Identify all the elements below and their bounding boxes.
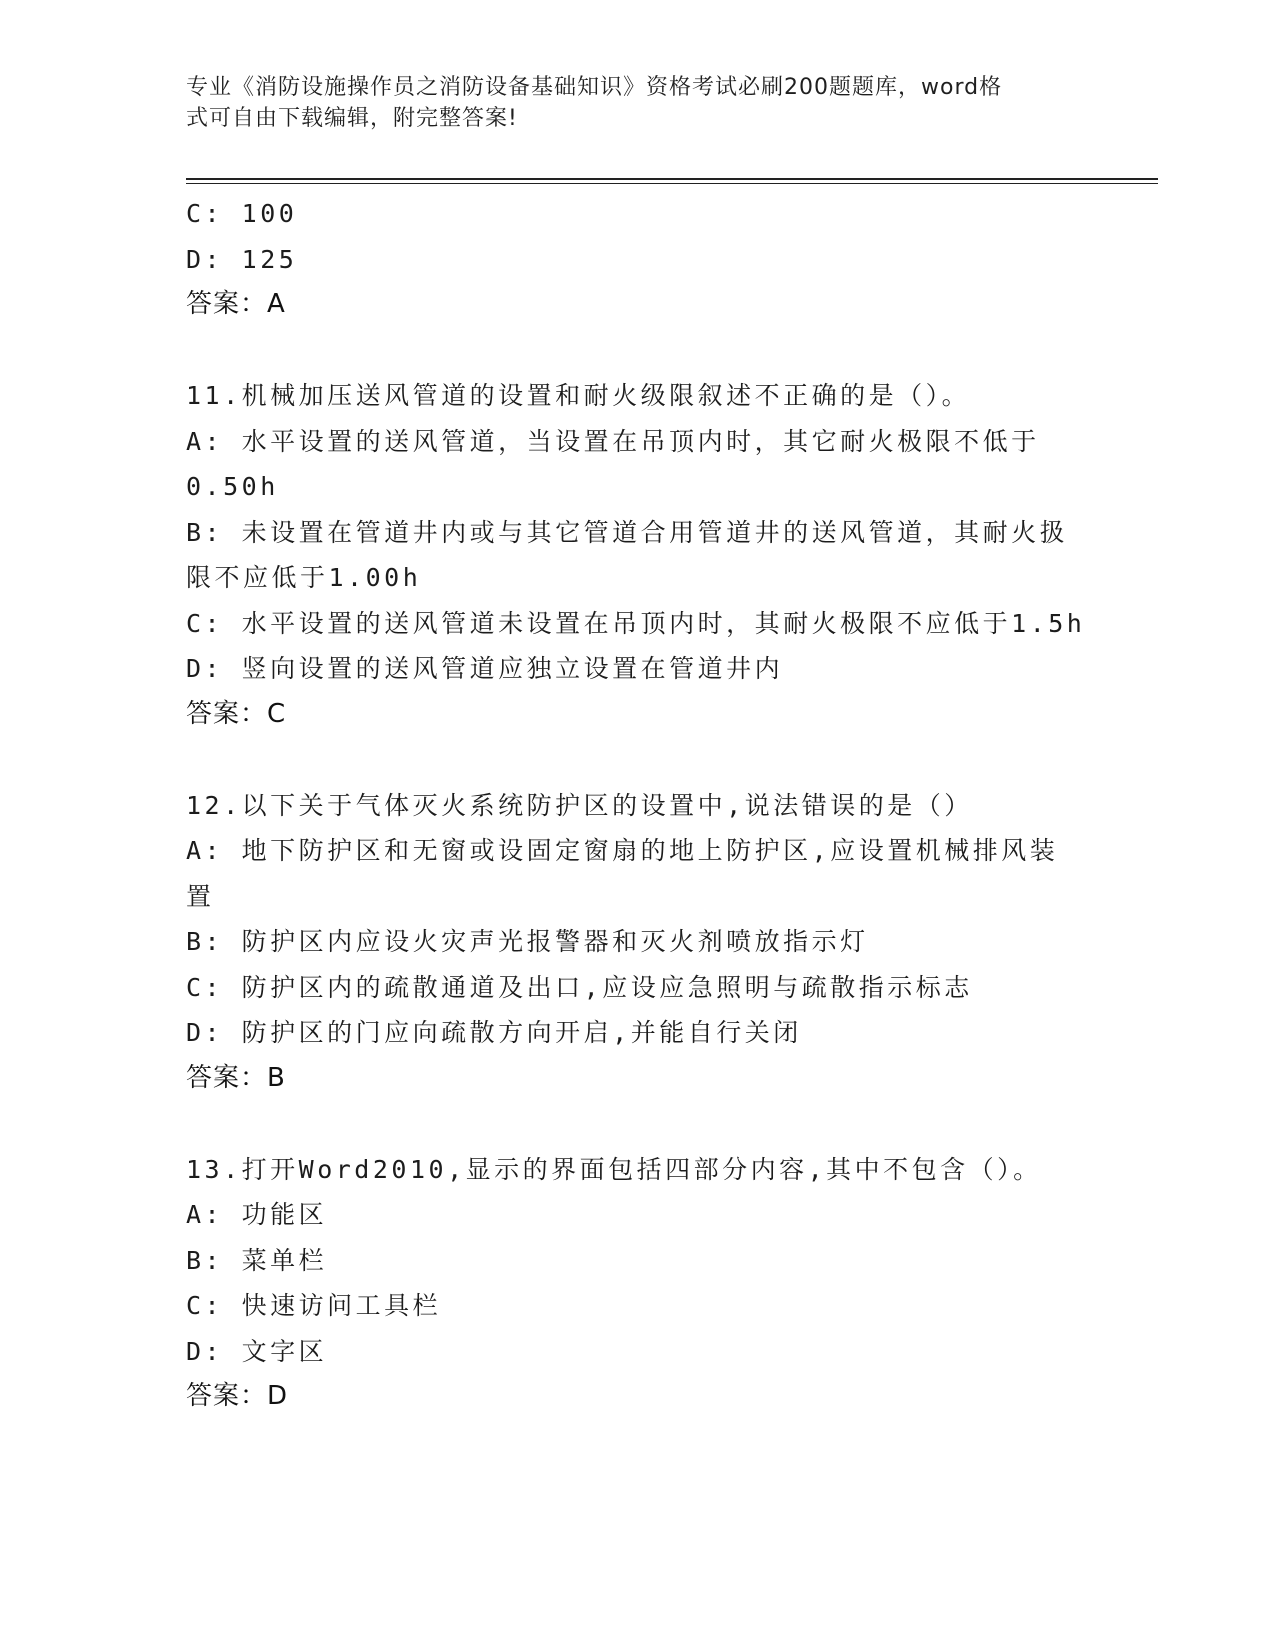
option-b: B: 菜单栏: [186, 1245, 328, 1275]
option-a: A: 地下防护区和无窗或设固定窗扇的地上防护区,应设置机械排风装: [186, 836, 1059, 865]
option-a-continued: 置: [186, 881, 215, 911]
option-d: D: 125: [186, 244, 298, 274]
spacer: [186, 328, 1086, 374]
question-11: [186, 373, 1086, 737]
question-list: [186, 191, 1086, 1420]
answer-line: 答案：A: [186, 289, 286, 319]
answer-line: 答案：C: [186, 698, 287, 729]
question-13: [186, 1147, 1086, 1420]
answer-line: 答案：D: [186, 1381, 289, 1411]
option-c: C: 防护区内的疏散通道及出口,应设应急照明与疏散指示标志: [186, 972, 973, 1002]
option-a: A: 功能区: [186, 1200, 328, 1229]
option-c: C: 快速访问工具栏: [186, 1291, 442, 1320]
question-12: [186, 783, 1086, 1102]
option-b-continued: 限不应低于1.00h: [186, 563, 422, 592]
option-d: D: 竖向设置的送风管道应独立设置在管道井内: [186, 654, 784, 683]
option-d: D: 文字区: [186, 1336, 328, 1366]
question-stem: 13.打开Word2010,显示的界面包括四部分内容,其中不包含（）。: [186, 1154, 1042, 1184]
header-title-line-1: 专业《消防设施操作员之消防设备基础知识》资格考试必刷200题题库，word格: [186, 75, 1003, 100]
question-stem: 12.以下关于气体灭火系统防护区的设置中,说法错误的是（）: [186, 790, 973, 820]
header-divider-thin: [186, 183, 1158, 184]
option-c: C: 水平设置的送风管道未设置在吊顶内时，其耐火极限不应低于1.5h: [186, 608, 1086, 638]
option-a: A: 水平设置的送风管道，当设置在吊顶内时，其它耐火极限不低于: [186, 426, 1040, 456]
question-stem: 11.机械加压送风管道的设置和耐火级限叙述不正确的是（）。: [186, 381, 971, 410]
document-header: [186, 72, 1066, 134]
option-b: B: 未设置在管道井内或与其它管道合用管道井的送风管道，其耐火扱: [186, 517, 1069, 547]
spacer: [186, 737, 1086, 783]
option-c: C: 100: [186, 199, 298, 228]
spacer: [186, 1101, 1086, 1147]
option-b: B: 防护区内应设火灾声光报警器和灭火剂喷放指示灯: [186, 927, 869, 956]
question-10-tail: [186, 191, 1086, 328]
header-divider-thick: [186, 178, 1158, 180]
option-d: D: 防护区的门应向疏散方向开启,并能自行关闭: [186, 1018, 802, 1047]
header-title-line-2: 式可自由下载编辑，附完整答案!: [186, 106, 518, 131]
option-a-continued: 0.50h: [186, 472, 279, 501]
answer-line: 答案：B: [186, 1062, 286, 1093]
